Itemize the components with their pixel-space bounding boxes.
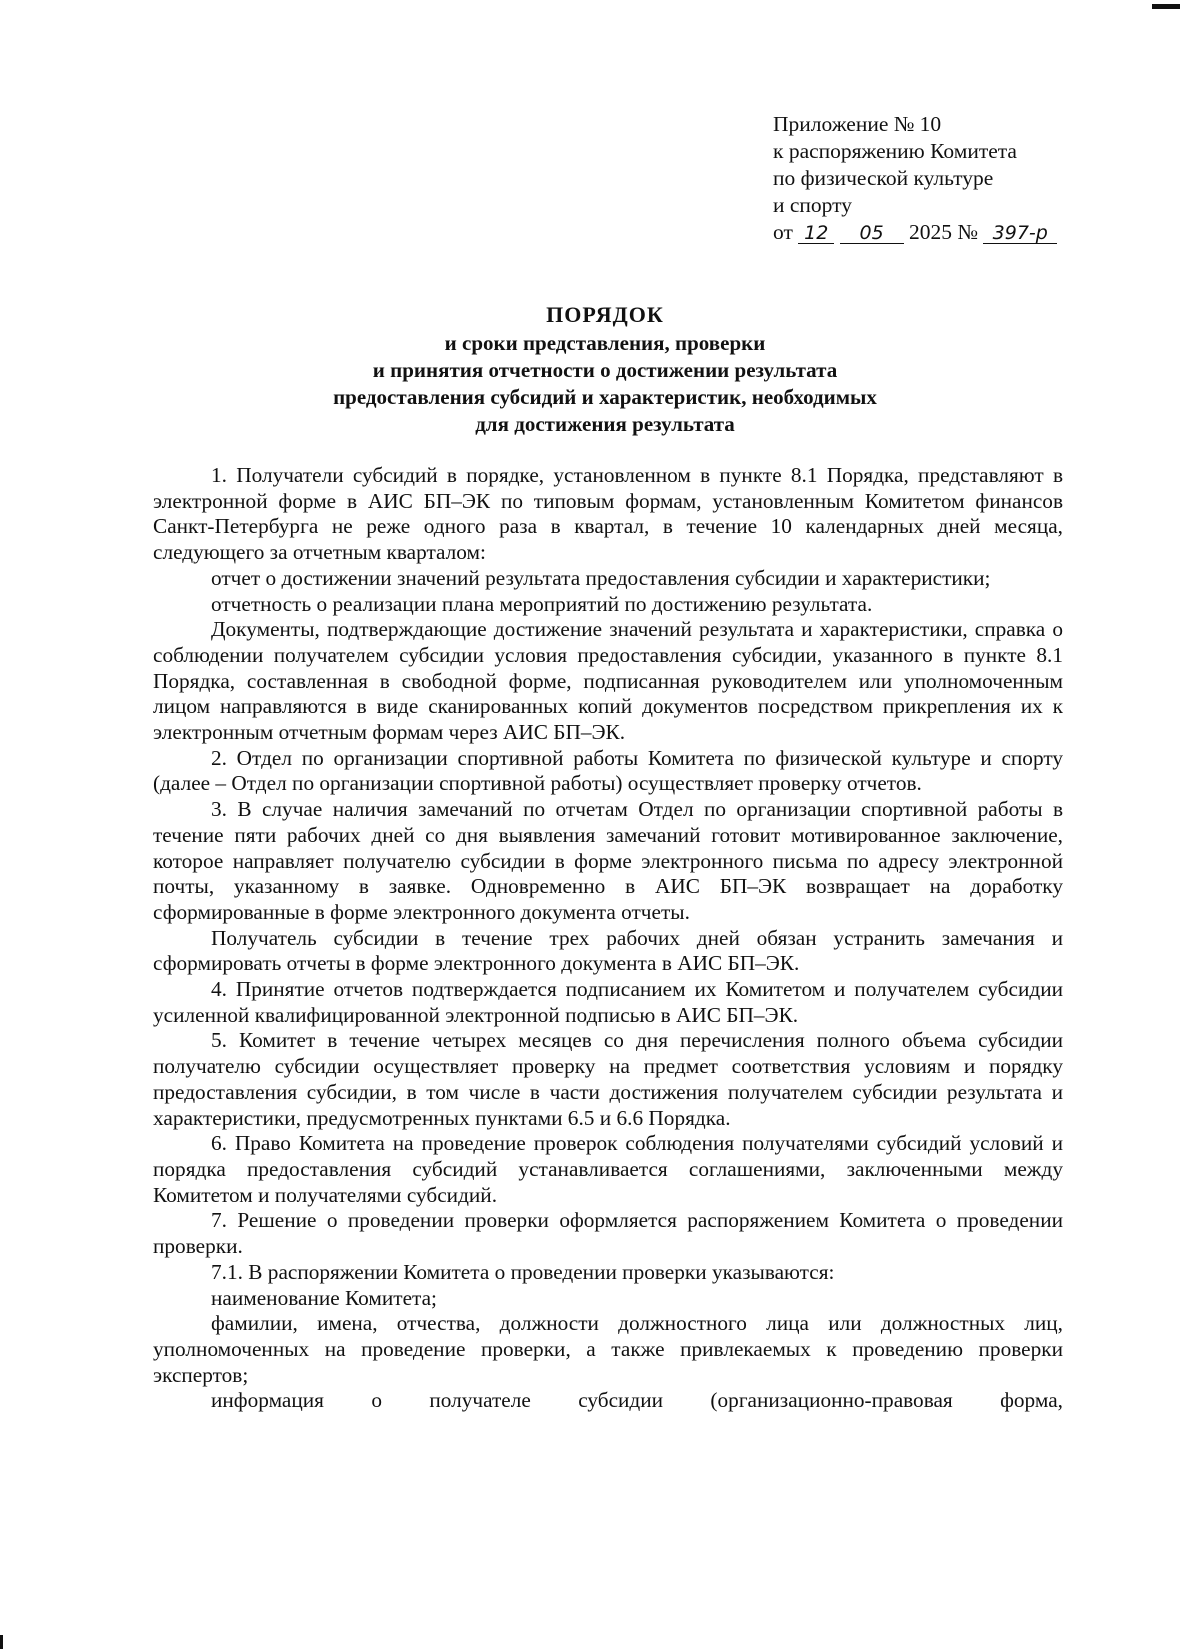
paragraph-3-continued: Получатель субсидии в течение трех рабочих дней обязан устранить замечания и сформировать отчеты в форме электронного документа в АИС БП–ЭК. xyxy=(153,925,1063,976)
title-line-4: для достижения результата xyxy=(475,412,735,436)
annex-date-line xyxy=(773,219,1057,246)
annex-committee-line: по физической культуре xyxy=(773,166,994,190)
paragraph-list-item-recipient: информация о получателе субсидии (организационно-правовая форма, xyxy=(211,1388,1063,1413)
paragraph-report-item-2: отчетность о реализации плана мероприятий по достижению результата. xyxy=(211,591,873,616)
title-line-3: предоставления субсидий и характеристик, необходимых xyxy=(333,385,877,409)
paragraph-7-1: 7.1. В распоряжении Комитета о проведении проверки указываются: xyxy=(211,1259,835,1284)
paragraph-2: 2. Отдел по организации спортивной работы Комитета по физической культуре и спорту (далее – Отдел по организации спортивной работы) осуществляет проверку отчетов. xyxy=(153,745,1063,796)
handwritten-month: 05 xyxy=(840,223,904,244)
annex-order-line: к распоряжению Комитета xyxy=(773,139,1017,163)
annex-committee-line-2: и спорту xyxy=(773,193,853,217)
annex-number: Приложение № 10 xyxy=(773,112,942,136)
paragraph-6: 6. Право Комитета на проведение проверок соблюдения получателями субсидий условий и порядка предоставления субсидий устанавливается соглашениями, заключенными между Комитетом и получателями субсидий. xyxy=(153,1131,1063,1207)
year-and-number-sign: 2025 № xyxy=(909,220,978,244)
paragraph-report-item-1: отчет о достижении значений результата предоставления субсидии и характеристики; xyxy=(211,565,991,590)
annex-block xyxy=(773,111,1057,246)
paragraph-4: 4. Принятие отчетов подтверждается подписанием их Комитетом и получателем субсидии усиленной квалифицированной электронной подписью в АИС БП–ЭК. xyxy=(153,977,1063,1027)
paragraph-list-item-officials: фамилии, имена, отчества, должности должностного лица или должностных лиц, уполномоченных на проведение проверки, а также привлекаемых к проведению проверки экспертов; xyxy=(153,1311,1063,1387)
title-line-2: и принятия отчетности о достижении результата xyxy=(372,358,838,382)
paragraph-3: 3. В случае наличия замечаний по отчетам Отдел по организации спортивной работы в течение пяти рабочих дней со дня выявления замечаний готовит мотивированное заключение, которое направляет получателю субсидии в форме электронного письма по адресу электронной почты, указанному в заявке. Одновременно в АИС БП–ЭК возвращает на доработку сформированные в форме электронного документа отчеты. xyxy=(153,797,1063,924)
title-main: ПОРЯДОК xyxy=(546,302,664,327)
document-body xyxy=(153,463,1063,1414)
scan-mark-left xyxy=(0,1635,3,1649)
paragraph-list-item-committee: наименование Комитета; xyxy=(211,1285,437,1310)
paragraph-7: 7. Решение о проведении проверки оформляется распоряжением Комитета о проведении проверки. xyxy=(153,1208,1063,1259)
title-line-1: и сроки представления, проверки xyxy=(444,331,766,355)
handwritten-day: 12 xyxy=(798,223,834,244)
handwritten-order-number: 397-р xyxy=(983,223,1057,244)
date-prefix: от xyxy=(773,220,793,244)
paragraph-5: 5. Комитет в течение четырех месяцев со дня перечисления полного объема субсидии получателю субсидии осуществляет проверку на предмет соответствия условиям и порядку предоставления субсидии, в том числе в части достижения получателем субсидии результата и характеристики, предусмотренных пунктами 6.5 и 6.6 Порядка. xyxy=(153,1028,1063,1130)
paragraph-documents: Документы, подтверждающие достижение значений результата и характеристики, справка о соблюдении получателем субсидии условия предоставления субсидии, указанного в пункте 8.1 Порядка, составленная в свободной форме, подписанная руководителем или уполномоченным лицом направляются в виде сканированных копий документов посредством прикрепления их к электронным отчетным формам через АИС БП–ЭК. xyxy=(153,617,1063,745)
document-title xyxy=(145,300,1065,438)
paragraph-1: 1. Получатели субсидий в порядке, установленном в пункте 8.1 Порядка, представляют в электронной форме в АИС БП–ЭК по типовым формам, установленным Комитетом финансов Санкт-Петербурга не реже одного раза в квартал, в течение 10 календарных дней месяца, следующего за отчетным кварталом: xyxy=(153,463,1063,565)
scan-mark-top xyxy=(1152,4,1180,9)
